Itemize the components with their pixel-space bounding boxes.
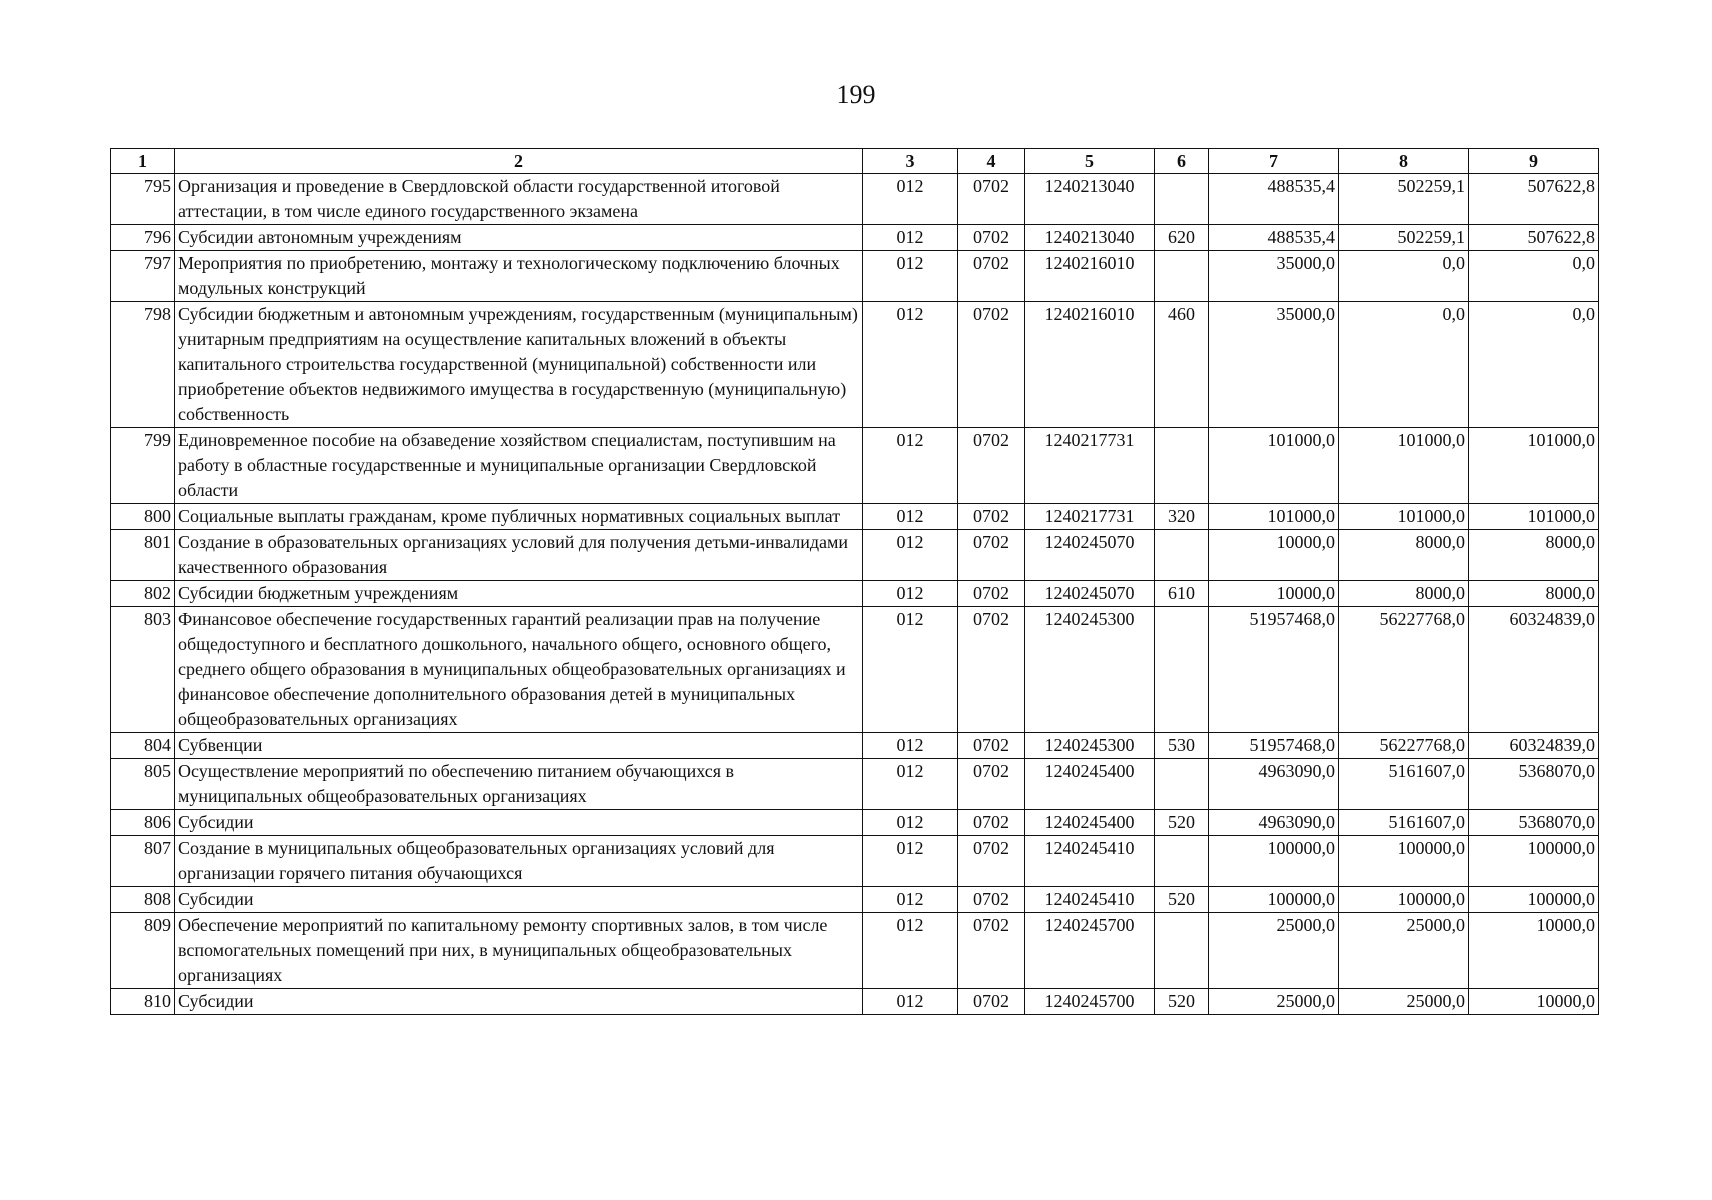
- row-ministry-code: 012: [863, 504, 958, 530]
- row-name: Организация и проведение в Свердловской области государственной итоговой аттестации, в том числе единого государственного экзамена: [175, 174, 863, 225]
- row-target-article: 1240245070: [1025, 581, 1155, 607]
- row-number: 802: [111, 581, 175, 607]
- budget-table: [110, 148, 1599, 1015]
- row-section-code: 0702: [958, 504, 1025, 530]
- column-header-7: 7: [1209, 149, 1339, 174]
- row-target-article: 1240245700: [1025, 913, 1155, 989]
- row-section-code: 0702: [958, 225, 1025, 251]
- row-target-article: 1240217731: [1025, 504, 1155, 530]
- row-amount-col9: 5368070,0: [1469, 810, 1599, 836]
- row-amount-col7: 488535,4: [1209, 225, 1339, 251]
- row-number: 798: [111, 302, 175, 428]
- row-amount-col8: 56227768,0: [1339, 607, 1469, 733]
- row-amount-col9: 101000,0: [1469, 504, 1599, 530]
- table-row: [111, 504, 1599, 530]
- row-target-article: 1240245300: [1025, 733, 1155, 759]
- table-body: [111, 174, 1599, 1015]
- row-number: 799: [111, 428, 175, 504]
- row-amount-col9: 5368070,0: [1469, 759, 1599, 810]
- row-number: 797: [111, 251, 175, 302]
- table-row: [111, 530, 1599, 581]
- row-target-article: 1240245410: [1025, 887, 1155, 913]
- row-ministry-code: 012: [863, 733, 958, 759]
- row-amount-col7: 10000,0: [1209, 581, 1339, 607]
- table-row: [111, 989, 1599, 1015]
- row-target-article: 1240216010: [1025, 302, 1155, 428]
- row-section-code: 0702: [958, 913, 1025, 989]
- row-expense-type: [1155, 913, 1209, 989]
- row-expense-type: 460: [1155, 302, 1209, 428]
- row-expense-type: 520: [1155, 887, 1209, 913]
- row-target-article: 1240245700: [1025, 989, 1155, 1015]
- page-number: 199: [836, 80, 876, 109]
- row-section-code: 0702: [958, 174, 1025, 225]
- row-ministry-code: 012: [863, 225, 958, 251]
- row-target-article: 1240245070: [1025, 530, 1155, 581]
- row-amount-col9: 100000,0: [1469, 836, 1599, 887]
- row-name: Единовременное пособие на обзаведение хозяйством специалистам, поступившим на работу в областные государственные и муниципальные организации Свердловской области: [175, 428, 863, 504]
- row-amount-col8: 101000,0: [1339, 428, 1469, 504]
- row-name: Социальные выплаты гражданам, кроме публичных нормативных социальных выплат: [175, 504, 863, 530]
- row-number: 809: [111, 913, 175, 989]
- row-amount-col9: 101000,0: [1469, 428, 1599, 504]
- table-header-row: [111, 149, 1599, 174]
- row-name: Субсидии автономным учреждениям: [175, 225, 863, 251]
- row-amount-col9: 507622,8: [1469, 225, 1599, 251]
- row-expense-type: 320: [1155, 504, 1209, 530]
- row-amount-col9: 0,0: [1469, 302, 1599, 428]
- row-target-article: 1240216010: [1025, 251, 1155, 302]
- row-amount-col9: 507622,8: [1469, 174, 1599, 225]
- row-amount-col8: 502259,1: [1339, 174, 1469, 225]
- row-name: Создание в муниципальных общеобразовательных организациях условий для организации горячего питания обучающихся: [175, 836, 863, 887]
- row-name: Субсидии бюджетным учреждениям: [175, 581, 863, 607]
- row-number: 801: [111, 530, 175, 581]
- row-expense-type: [1155, 607, 1209, 733]
- row-section-code: 0702: [958, 887, 1025, 913]
- row-amount-col8: 100000,0: [1339, 887, 1469, 913]
- row-ministry-code: 012: [863, 174, 958, 225]
- table-row: [111, 887, 1599, 913]
- column-header-5: 5: [1025, 149, 1155, 174]
- row-amount-col7: 488535,4: [1209, 174, 1339, 225]
- row-section-code: 0702: [958, 581, 1025, 607]
- row-amount-col7: 51957468,0: [1209, 733, 1339, 759]
- row-number: 803: [111, 607, 175, 733]
- row-amount-col7: 35000,0: [1209, 302, 1339, 428]
- row-target-article: 1240213040: [1025, 225, 1155, 251]
- row-ministry-code: 012: [863, 887, 958, 913]
- table-row: [111, 733, 1599, 759]
- row-number: 804: [111, 733, 175, 759]
- row-expense-type: 530: [1155, 733, 1209, 759]
- row-section-code: 0702: [958, 607, 1025, 733]
- row-amount-col7: 101000,0: [1209, 504, 1339, 530]
- row-amount-col7: 4963090,0: [1209, 759, 1339, 810]
- row-amount-col7: 51957468,0: [1209, 607, 1339, 733]
- row-amount-col7: 25000,0: [1209, 989, 1339, 1015]
- row-expense-type: [1155, 836, 1209, 887]
- row-ministry-code: 012: [863, 913, 958, 989]
- table-row: [111, 759, 1599, 810]
- row-ministry-code: 012: [863, 810, 958, 836]
- table-row: [111, 810, 1599, 836]
- row-ministry-code: 012: [863, 836, 958, 887]
- row-amount-col8: 8000,0: [1339, 581, 1469, 607]
- row-amount-col7: 101000,0: [1209, 428, 1339, 504]
- row-section-code: 0702: [958, 836, 1025, 887]
- row-amount-col8: 502259,1: [1339, 225, 1469, 251]
- row-name: Мероприятия по приобретению, монтажу и технологическому подключению блочных модульных конструкций: [175, 251, 863, 302]
- row-name: Финансовое обеспечение государственных гарантий реализации прав на получение общедоступного и бесплатного дошкольного, начального общего, основного общего, среднего общего образования в муниципальных общеобразовательных организациях и финансовое обеспечение дополнительного образования детей в муниципальных общеобразовательных организациях: [175, 607, 863, 733]
- row-amount-col7: 35000,0: [1209, 251, 1339, 302]
- row-ministry-code: 012: [863, 428, 958, 504]
- row-section-code: 0702: [958, 989, 1025, 1015]
- table-row: [111, 251, 1599, 302]
- table-row: [111, 302, 1599, 428]
- row-amount-col7: 25000,0: [1209, 913, 1339, 989]
- row-amount-col8: 8000,0: [1339, 530, 1469, 581]
- row-expense-type: [1155, 251, 1209, 302]
- table-row: [111, 913, 1599, 989]
- row-amount-col8: 100000,0: [1339, 836, 1469, 887]
- row-ministry-code: 012: [863, 607, 958, 733]
- row-section-code: 0702: [958, 810, 1025, 836]
- row-ministry-code: 012: [863, 581, 958, 607]
- row-name: Создание в образовательных организациях условий для получения детьми-инвалидами качественного образования: [175, 530, 863, 581]
- row-number: 807: [111, 836, 175, 887]
- row-target-article: 1240245400: [1025, 759, 1155, 810]
- row-amount-col8: 25000,0: [1339, 913, 1469, 989]
- table-row: [111, 581, 1599, 607]
- row-amount-col9: 10000,0: [1469, 989, 1599, 1015]
- row-amount-col8: 25000,0: [1339, 989, 1469, 1015]
- row-ministry-code: 012: [863, 989, 958, 1015]
- row-amount-col8: 101000,0: [1339, 504, 1469, 530]
- row-name: Осуществление мероприятий по обеспечению питанием обучающихся в муниципальных общеобразовательных организациях: [175, 759, 863, 810]
- row-section-code: 0702: [958, 759, 1025, 810]
- column-header-6: 6: [1155, 149, 1209, 174]
- table-row: [111, 836, 1599, 887]
- row-target-article: 1240245400: [1025, 810, 1155, 836]
- row-name: Субсидии: [175, 989, 863, 1015]
- row-amount-col7: 100000,0: [1209, 836, 1339, 887]
- row-name: Субвенции: [175, 733, 863, 759]
- row-number: 800: [111, 504, 175, 530]
- row-expense-type: [1155, 174, 1209, 225]
- table-row: [111, 225, 1599, 251]
- row-name: Субсидии: [175, 887, 863, 913]
- table-row: [111, 174, 1599, 225]
- row-ministry-code: 012: [863, 759, 958, 810]
- row-expense-type: 610: [1155, 581, 1209, 607]
- table-row: [111, 607, 1599, 733]
- row-amount-col9: 100000,0: [1469, 887, 1599, 913]
- table-row: [111, 428, 1599, 504]
- row-expense-type: [1155, 759, 1209, 810]
- row-expense-type: 620: [1155, 225, 1209, 251]
- row-target-article: 1240245300: [1025, 607, 1155, 733]
- row-target-article: 1240245410: [1025, 836, 1155, 887]
- row-target-article: 1240213040: [1025, 174, 1155, 225]
- row-number: 805: [111, 759, 175, 810]
- column-header-3: 3: [863, 149, 958, 174]
- row-amount-col9: 8000,0: [1469, 581, 1599, 607]
- row-section-code: 0702: [958, 302, 1025, 428]
- row-number: 796: [111, 225, 175, 251]
- column-header-1: 1: [111, 149, 175, 174]
- row-section-code: 0702: [958, 733, 1025, 759]
- row-section-code: 0702: [958, 530, 1025, 581]
- row-amount-col7: 10000,0: [1209, 530, 1339, 581]
- column-header-9: 9: [1469, 149, 1599, 174]
- row-ministry-code: 012: [863, 302, 958, 428]
- row-number: 806: [111, 810, 175, 836]
- row-amount-col8: 5161607,0: [1339, 759, 1469, 810]
- row-amount-col9: 60324839,0: [1469, 733, 1599, 759]
- row-amount-col8: 56227768,0: [1339, 733, 1469, 759]
- row-target-article: 1240217731: [1025, 428, 1155, 504]
- row-section-code: 0702: [958, 251, 1025, 302]
- row-section-code: 0702: [958, 428, 1025, 504]
- row-amount-col8: 5161607,0: [1339, 810, 1469, 836]
- row-expense-type: 520: [1155, 810, 1209, 836]
- column-header-8: 8: [1339, 149, 1469, 174]
- column-header-2: 2: [175, 149, 863, 174]
- row-amount-col8: 0,0: [1339, 251, 1469, 302]
- row-amount-col9: 60324839,0: [1469, 607, 1599, 733]
- row-amount-col9: 8000,0: [1469, 530, 1599, 581]
- row-ministry-code: 012: [863, 251, 958, 302]
- row-expense-type: [1155, 428, 1209, 504]
- row-ministry-code: 012: [863, 530, 958, 581]
- row-amount-col7: 4963090,0: [1209, 810, 1339, 836]
- row-amount-col9: 0,0: [1469, 251, 1599, 302]
- row-number: 795: [111, 174, 175, 225]
- row-expense-type: [1155, 530, 1209, 581]
- row-number: 810: [111, 989, 175, 1015]
- column-header-4: 4: [958, 149, 1025, 174]
- row-name: Субсидии бюджетным и автономным учреждениям, государственным (муниципальным) унитарным предприятиям на осуществление капитальных вложений в объекты капитального строительства государственной (муниципальной) собственности или приобретение объектов недвижимого имущества в государственную (муниципальную) собственность: [175, 302, 863, 428]
- row-number: 808: [111, 887, 175, 913]
- row-amount-col8: 0,0: [1339, 302, 1469, 428]
- row-amount-col7: 100000,0: [1209, 887, 1339, 913]
- row-amount-col9: 10000,0: [1469, 913, 1599, 989]
- row-name: Обеспечение мероприятий по капитальному ремонту спортивных залов, в том числе вспомогательных помещений при них, в муниципальных общеобразовательных организациях: [175, 913, 863, 989]
- row-name: Субсидии: [175, 810, 863, 836]
- row-expense-type: 520: [1155, 989, 1209, 1015]
